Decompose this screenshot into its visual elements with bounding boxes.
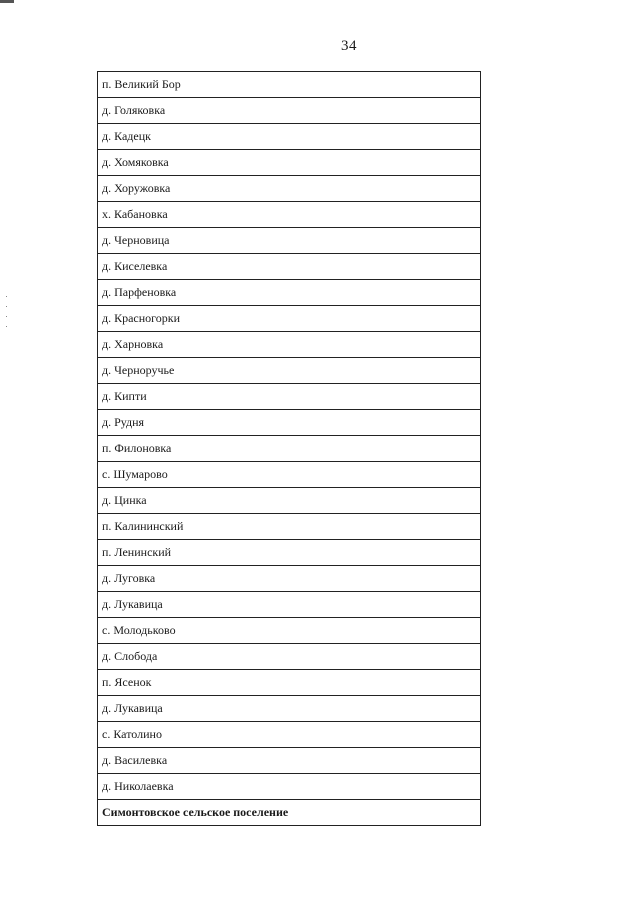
table-row bbox=[98, 566, 481, 592]
section-heading-row bbox=[98, 800, 481, 826]
table-row bbox=[98, 722, 481, 748]
settlements-table-body bbox=[98, 72, 481, 826]
table-row bbox=[98, 202, 481, 228]
settlement-name: д. Парфеновка bbox=[98, 280, 481, 306]
table-row bbox=[98, 462, 481, 488]
table-row bbox=[98, 124, 481, 150]
table-row bbox=[98, 280, 481, 306]
table-row bbox=[98, 150, 481, 176]
table-row bbox=[98, 332, 481, 358]
settlements-table bbox=[97, 71, 481, 826]
table-row bbox=[98, 696, 481, 722]
table-row bbox=[98, 592, 481, 618]
table-row bbox=[98, 176, 481, 202]
scan-margin-dots bbox=[6, 296, 8, 336]
settlement-name: д. Лукавица bbox=[98, 592, 481, 618]
table-row bbox=[98, 748, 481, 774]
table-row bbox=[98, 670, 481, 696]
settlement-name: д. Цинка bbox=[98, 488, 481, 514]
settlement-name: д. Харновка bbox=[98, 332, 481, 358]
table-row bbox=[98, 774, 481, 800]
page-number: 34 bbox=[341, 38, 357, 54]
settlement-name: с. Молодьково bbox=[98, 618, 481, 644]
settlement-name: д. Николаевка bbox=[98, 774, 481, 800]
settlement-name: д. Рудня bbox=[98, 410, 481, 436]
settlement-name: д. Киселевка bbox=[98, 254, 481, 280]
settlement-name: д. Василевка bbox=[98, 748, 481, 774]
settlement-name: п. Ленинский bbox=[98, 540, 481, 566]
table-row bbox=[98, 254, 481, 280]
settlement-name: с. Шумарово bbox=[98, 462, 481, 488]
settlement-name: д. Кадецк bbox=[98, 124, 481, 150]
settlement-name: д. Кипти bbox=[98, 384, 481, 410]
settlement-name: д. Красногорки bbox=[98, 306, 481, 332]
settlement-name: д. Черноручье bbox=[98, 358, 481, 384]
table-row bbox=[98, 306, 481, 332]
table-row bbox=[98, 488, 481, 514]
table-row bbox=[98, 436, 481, 462]
table-row bbox=[98, 228, 481, 254]
settlement-name: д. Слобода bbox=[98, 644, 481, 670]
section-heading: Симонтовское сельское поселение bbox=[98, 800, 481, 826]
table-row bbox=[98, 98, 481, 124]
settlement-name: д. Хоружовка bbox=[98, 176, 481, 202]
table-row bbox=[98, 72, 481, 98]
settlement-name: д. Голяковка bbox=[98, 98, 481, 124]
scan-edge-mark bbox=[0, 0, 14, 3]
table-row bbox=[98, 644, 481, 670]
settlement-name: д. Лукавица bbox=[98, 696, 481, 722]
table-row bbox=[98, 514, 481, 540]
settlement-name: п. Великий Бор bbox=[98, 72, 481, 98]
table-row bbox=[98, 358, 481, 384]
settlement-name: с. Католино bbox=[98, 722, 481, 748]
table-row bbox=[98, 410, 481, 436]
settlement-name: д. Хомяковка bbox=[98, 150, 481, 176]
settlement-name: д. Луговка bbox=[98, 566, 481, 592]
settlement-name: д. Черновица bbox=[98, 228, 481, 254]
settlement-name: п. Филоновка bbox=[98, 436, 481, 462]
settlement-name: п. Ясенок bbox=[98, 670, 481, 696]
table-row bbox=[98, 540, 481, 566]
settlement-name: х. Кабановка bbox=[98, 202, 481, 228]
table-row bbox=[98, 384, 481, 410]
settlement-name: п. Калининский bbox=[98, 514, 481, 540]
table-row bbox=[98, 618, 481, 644]
